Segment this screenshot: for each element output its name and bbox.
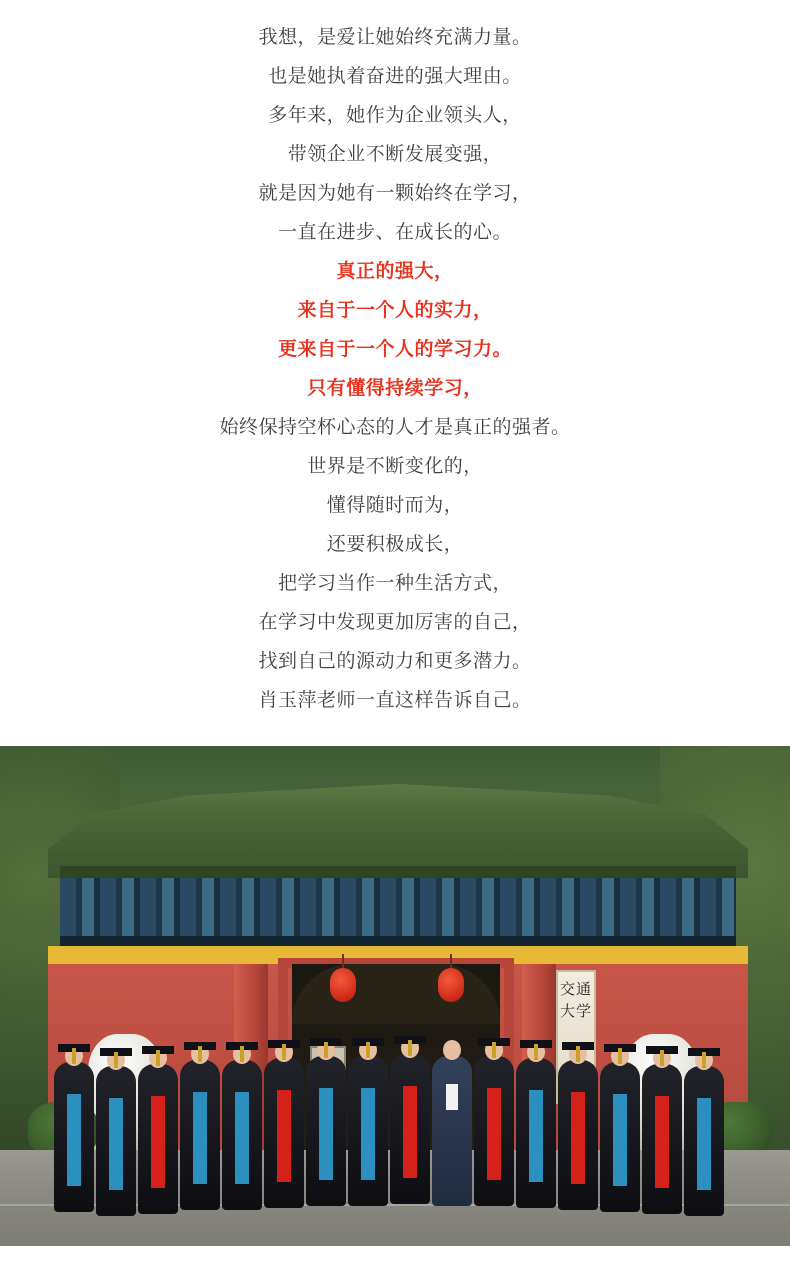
text-line: 始终保持空杯心态的人才是真正的强者。 [219, 417, 571, 438]
cap [352, 1038, 384, 1046]
stole [193, 1092, 207, 1184]
stole [655, 1096, 669, 1188]
stole [529, 1090, 543, 1182]
cap [268, 1040, 300, 1048]
stole [697, 1098, 711, 1190]
text-line: 世界是不断变化的， [307, 456, 483, 477]
red-lantern [330, 968, 356, 1002]
painted-beam [60, 878, 736, 936]
stole [235, 1092, 249, 1184]
shirt [446, 1084, 458, 1110]
cap [310, 1038, 342, 1046]
text-line-highlight: 真正的强大， [336, 261, 454, 282]
cap [646, 1046, 678, 1054]
text-line: 找到自己的源动力和更多潜力。 [258, 651, 532, 672]
text-line-highlight: 更来自于一个人的学习力。 [277, 339, 512, 360]
cap [142, 1046, 174, 1054]
graduation-group-photo [0, 746, 790, 1246]
stole [67, 1094, 81, 1186]
text-line: 一直在进步、在成长的心。 [277, 222, 512, 243]
text-line: 还要积极成长， [326, 534, 464, 555]
cap [394, 1036, 426, 1044]
text-line: 我想，是爱让她始终充满力量。 [258, 27, 532, 48]
graduates-row [0, 1008, 790, 1218]
text-line: 肖玉萍老师一直这样告诉自己。 [258, 690, 532, 711]
head [443, 1040, 461, 1060]
text-line: 就是因为她有一颗始终在学习， [258, 183, 532, 204]
cap [184, 1042, 216, 1050]
cap [604, 1044, 636, 1052]
stole [403, 1086, 417, 1178]
cap [226, 1042, 258, 1050]
cap [478, 1038, 510, 1046]
suit-jacket [432, 1056, 472, 1206]
cap [100, 1048, 132, 1056]
text-line-highlight: 来自于一个人的实力， [297, 300, 493, 321]
text-line: 也是她执着奋进的强大理由。 [268, 66, 522, 87]
stole [109, 1098, 123, 1190]
stole [613, 1094, 627, 1186]
cap [58, 1044, 90, 1052]
stole [151, 1096, 165, 1188]
stole [361, 1088, 375, 1180]
text-line: 在学习中发现更加厉害的自己， [258, 612, 532, 633]
text-line: 多年来，她作为企业领头人， [268, 105, 522, 126]
text-line: 把学习当作一种生活方式， [277, 573, 512, 594]
stole [487, 1088, 501, 1180]
text-line: 懂得随时而为， [326, 495, 464, 516]
gate-roof-ridge [60, 866, 736, 878]
gate-plaque: 交通大学 [556, 970, 596, 1104]
group-photo-figure [0, 746, 790, 1246]
cap [562, 1042, 594, 1050]
red-lantern [438, 968, 464, 1002]
cap [688, 1048, 720, 1056]
stole [277, 1090, 291, 1182]
cap [520, 1040, 552, 1048]
stole [571, 1092, 585, 1184]
stole [319, 1088, 333, 1180]
text-line: 带领企业不断发展变强， [287, 144, 503, 165]
beam-edge [60, 936, 736, 946]
text-line-highlight: 只有懂得持续学习， [307, 378, 483, 399]
